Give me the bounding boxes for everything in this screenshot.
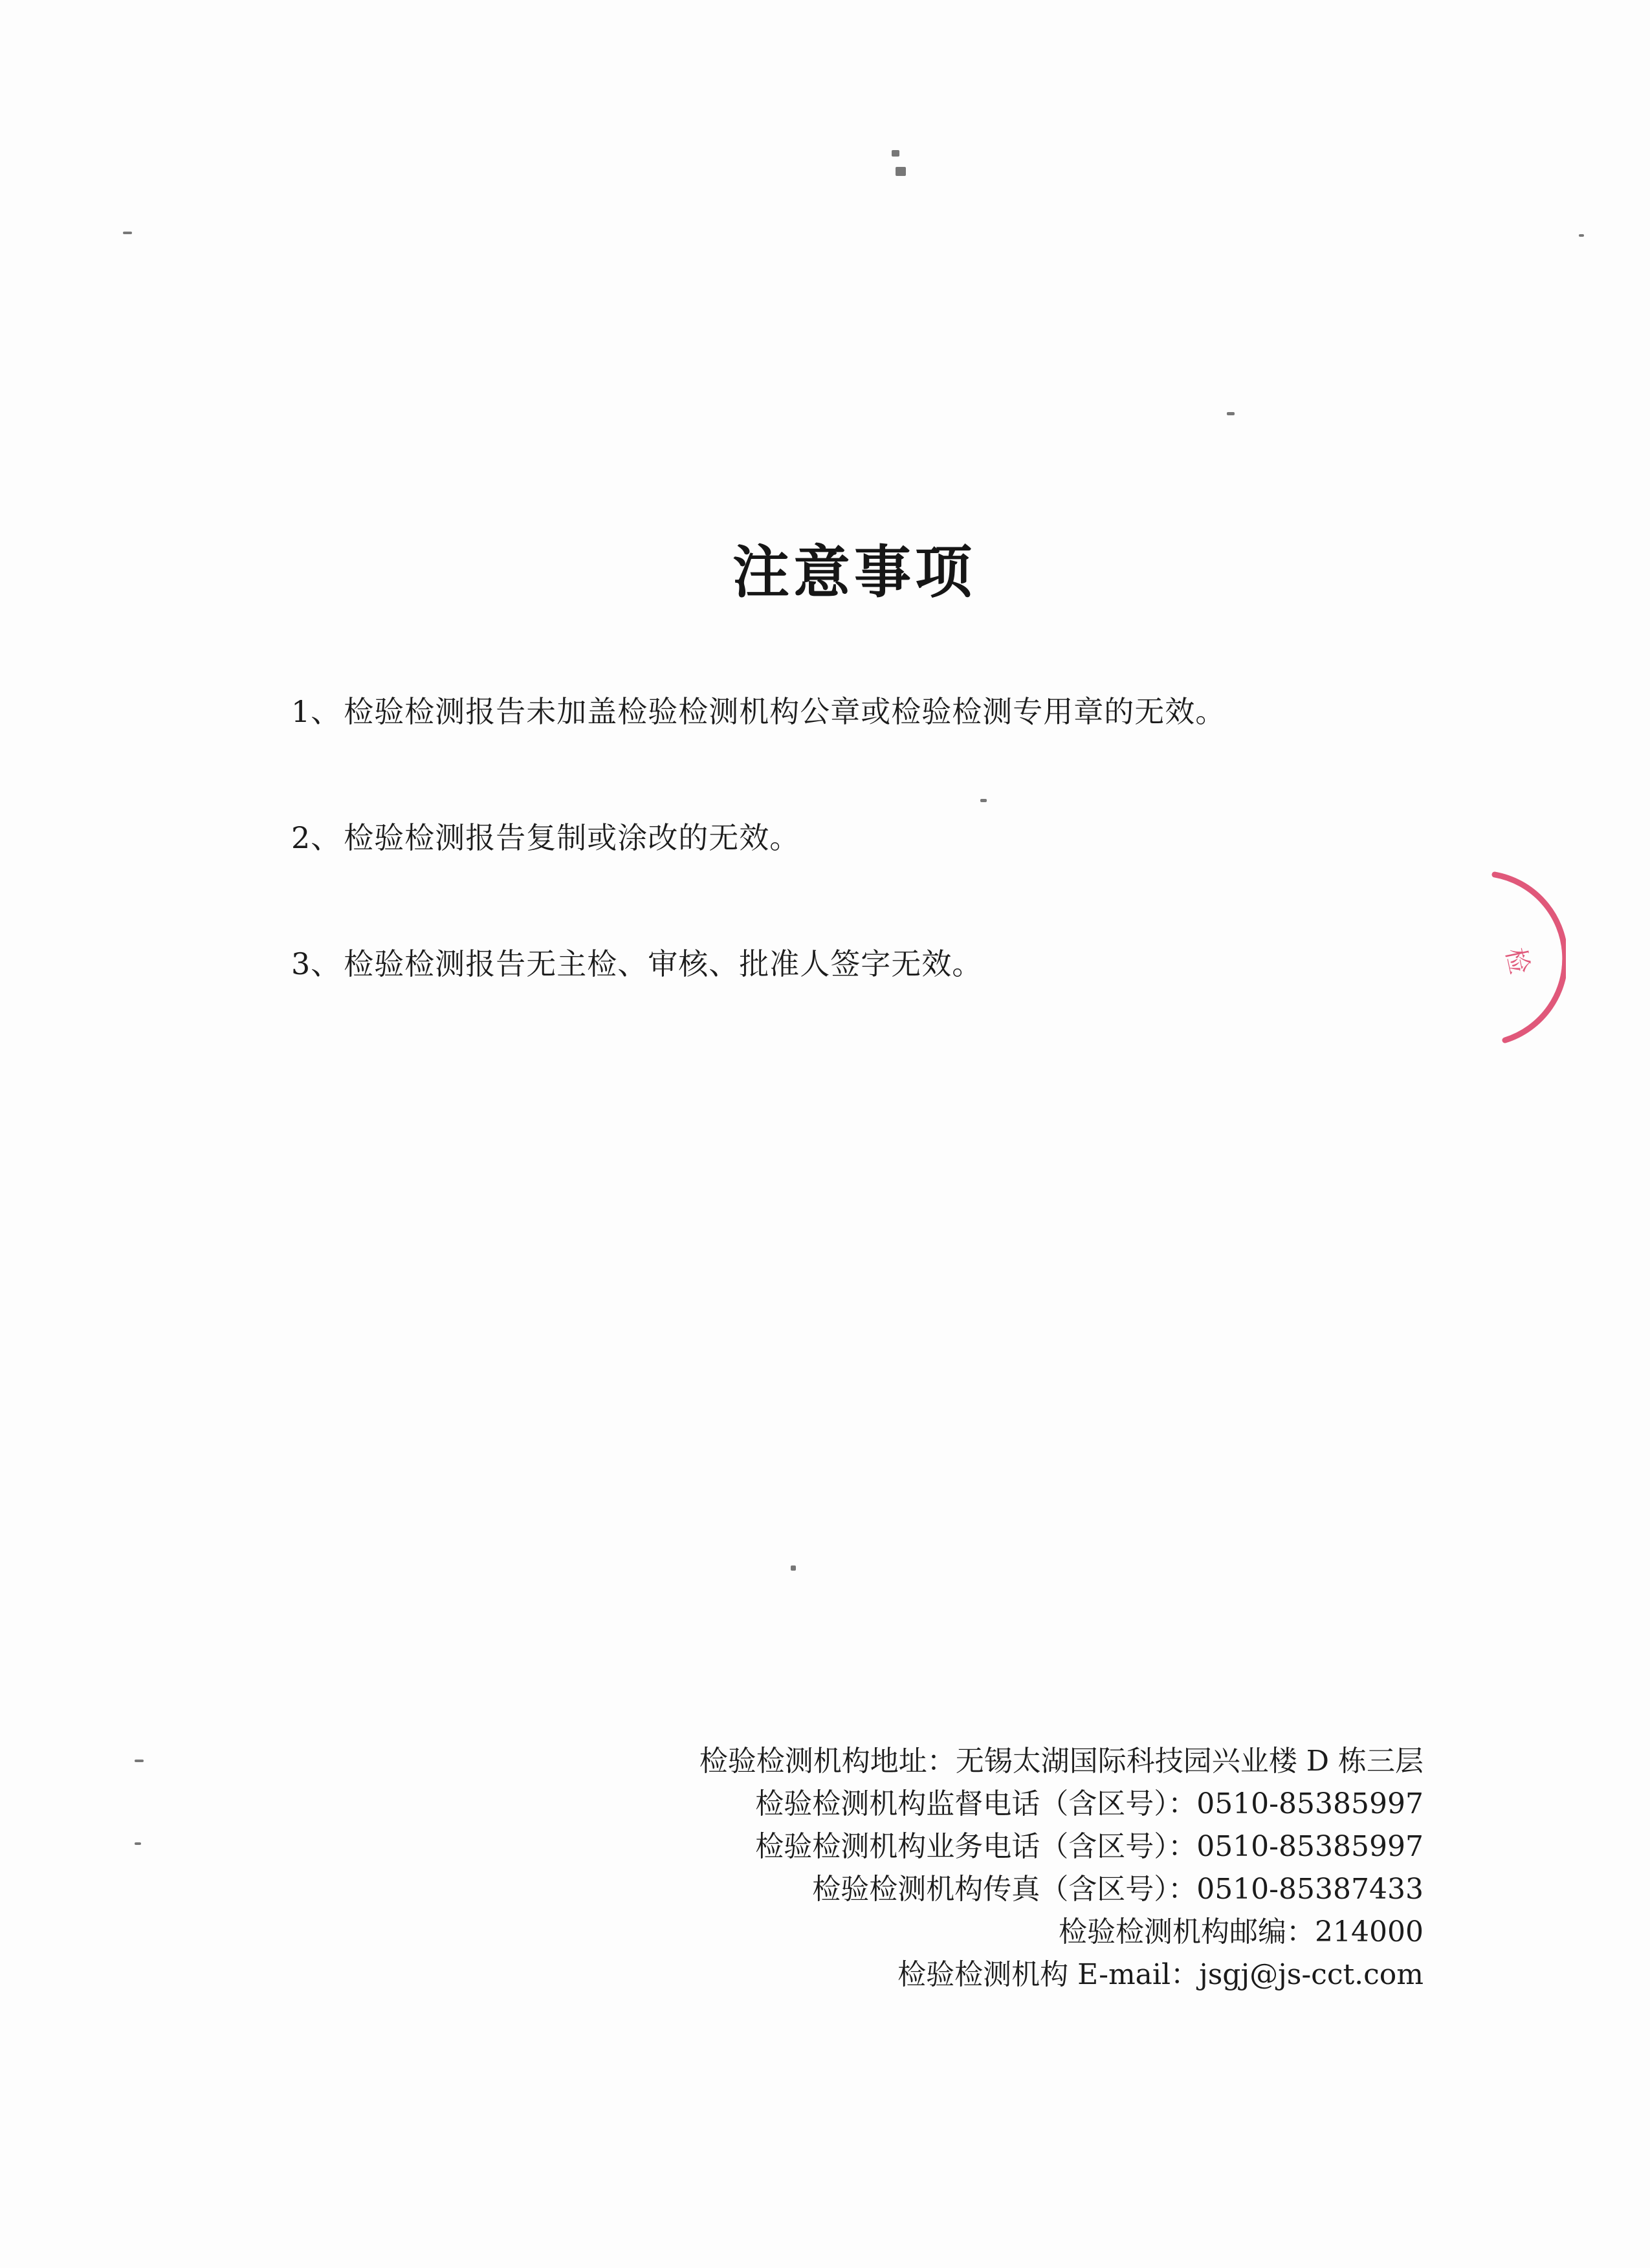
scan-speck (791, 1565, 796, 1571)
contact-value: 0510-85385997 (1196, 1830, 1424, 1863)
contact-business-phone (699, 1826, 1424, 1868)
notice-item (291, 818, 1521, 857)
page-title: 注意事项 (732, 539, 976, 605)
scan-speck (892, 150, 899, 157)
contact-postcode (699, 1911, 1424, 1954)
contact-label: 检验检测机构地址： (699, 1745, 956, 1778)
notice-text: 检验检测报告无主检、审核、批准人签字无效。 (344, 946, 983, 981)
scan-speck (1227, 412, 1235, 415)
contact-label: 检验检测机构传真（含区号）： (812, 1873, 1197, 1906)
notice-item (291, 692, 1521, 731)
contact-value: 0510-85385997 (1196, 1787, 1424, 1820)
scan-speck (1579, 234, 1584, 237)
scan-speck (123, 232, 132, 234)
contact-value: 0510-85387433 (1196, 1873, 1424, 1906)
notice-number: 1、 (291, 694, 342, 729)
notice-list (291, 692, 1521, 1071)
scan-speck (896, 167, 906, 176)
contact-label: 检验检测机构邮编： (1059, 1915, 1315, 1948)
svg-text:检: 检 (1499, 945, 1535, 977)
contact-address (699, 1740, 1424, 1783)
notice-item (291, 944, 1521, 983)
contact-value: jsgj@js-cct.com (1199, 1958, 1424, 1991)
scan-speck (135, 1760, 144, 1762)
scan-speck (135, 1842, 141, 1845)
contact-email (699, 1954, 1424, 1996)
contact-value: 无锡太湖国际科技园兴业楼 D 栋三层 (955, 1745, 1424, 1778)
contact-value: 214000 (1315, 1915, 1424, 1948)
contact-label: 检验检测机构监督电话（含区号）： (755, 1787, 1197, 1820)
contact-supervision-phone (699, 1783, 1424, 1826)
notice-text: 检验检测报告未加盖检验检测机构公章或检验检测专用章的无效。 (344, 694, 1226, 729)
contact-label: 检验检测机构业务电话（含区号）： (755, 1830, 1197, 1863)
notice-number: 2、 (291, 820, 342, 855)
contact-label: 检验检测机构 E-mail： (897, 1958, 1200, 1991)
official-seal-fragment-icon (1482, 867, 1566, 1048)
notice-text: 检验检测报告复制或涂改的无效。 (344, 820, 800, 855)
contact-block (699, 1740, 1424, 1996)
contact-fax (699, 1868, 1424, 1911)
notice-number: 3、 (291, 946, 342, 981)
